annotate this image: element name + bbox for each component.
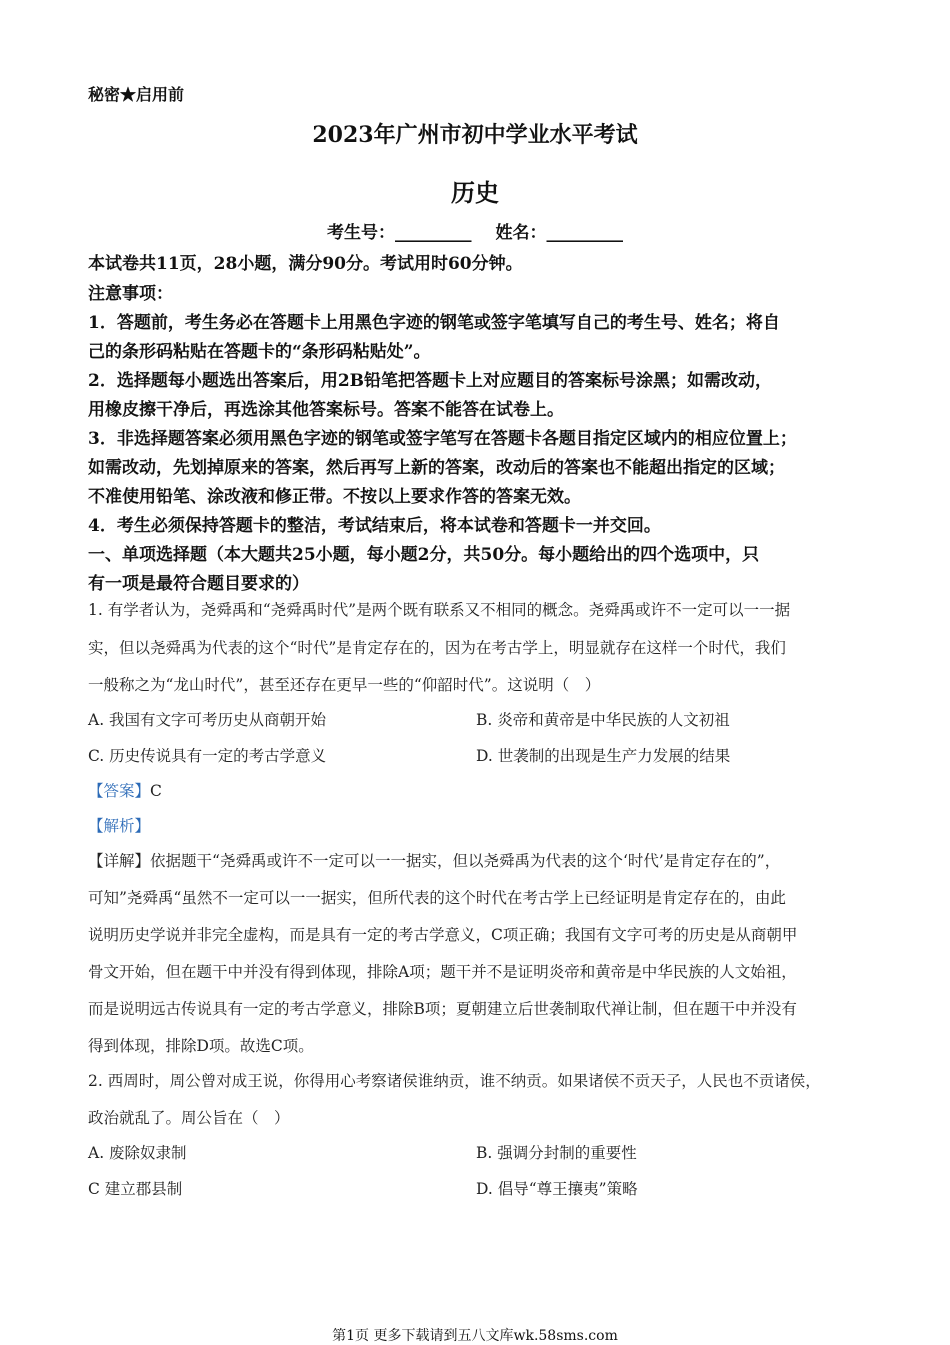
exam-summary: 本试卷共11页，28小题，满分90分。考试用时60分钟。 — [88, 254, 523, 274]
q1-detail-line: 骨文开始，但在题干中并没有得到体现，排除A项；题干并不是证明炎帝和黄帝是中华民族的人文始祖， — [88, 963, 797, 981]
question-1-line: 1. 有学者认为，尧舜禹和“尧舜禹时代”是两个既有联系又不相同的概念。尧舜禹或许不一定可以一一据 — [88, 601, 791, 619]
question-1-line: 一般称之为“龙山时代”，甚至还存在更早一些的“仰韶时代”。这说明（ ） — [88, 676, 601, 694]
q2-option-d: D. 倡导“尊王攘夷”策略 — [476, 1180, 638, 1198]
q1-detail-line: 可知”尧舜禹“虽然不一定可以一一据实，但所代表的这个时代在考古学上已经证明是肯定存在的，由此 — [88, 889, 786, 907]
analysis-tag: 【解析】 — [88, 817, 151, 835]
notice-line: 3．非选择题答案必须用黑色字迹的钢笔或签字笔写在答题卡各题目指定区域内的相应位置上； — [88, 429, 797, 449]
secret-label: 秘密★启用前 — [88, 85, 185, 104]
q1-detail-line: 得到体现，排除D项。故选C项。 — [88, 1037, 314, 1055]
notice-heading: 注意事项： — [88, 284, 173, 304]
q1-option-c: C. 历史传说具有一定的考古学意义 — [88, 747, 327, 765]
q1-answer — [88, 779, 162, 801]
q2-option-c: C 建立郡县制 — [88, 1180, 183, 1198]
exam-title: 2023年广州市初中学业水平考试 — [312, 122, 638, 148]
q1-detail-line: 说明历史学说并非完全虚构，而是具有一定的考古学意义，C项正确；我国有文字可考的历史是从商朝甲 — [88, 926, 798, 944]
q1-option-b: B. 炎帝和黄帝是中华民族的人文初祖 — [476, 711, 730, 729]
answer-tag: 【答案】 — [88, 782, 151, 800]
q2-option-b: B. 强调分封制的重要性 — [476, 1144, 637, 1162]
notice-line: 4．考生必须保持答题卡的整洁，考试结束后，将本试卷和答题卡一并交回。 — [88, 516, 661, 536]
candidate-info — [0, 218, 950, 243]
candidate-number-field: 考生号：_________ — [327, 223, 472, 243]
q1-option-d: D. 世袭制的出现是生产力发展的结果 — [476, 747, 731, 765]
detail-tag: 【详解】 — [88, 852, 151, 870]
detail-text: 依据题干“尧舜禹或许不一定可以一一据实，但以尧舜禹为代表的这个‘时代’是肯定存在的”， — [150, 852, 781, 870]
page-footer: 第1页 更多下载请到五八文库wk.58sms.com — [332, 1328, 618, 1344]
candidate-name-field: 姓名：_________ — [495, 223, 623, 243]
answer-value: C — [150, 782, 162, 800]
section-heading: 一、单项选择题（本大题共25小题，每小题2分，共50分。每小题给出的四个选项中，只 — [88, 545, 760, 565]
notice-line: 如需改动，先划掉原来的答案，然后再写上新的答案，改动后的答案也不能超出指定的区域； — [88, 458, 785, 478]
subject-title: 历史 — [451, 178, 499, 207]
q1-detail-line — [88, 849, 780, 871]
notice-line: 1．答题前，考生务必在答题卡上用黑色字迹的钢笔或签字笔填写自己的考生号、姓名；将自 — [88, 313, 780, 333]
q1-analysis — [88, 814, 150, 836]
question-2-line: 政治就乱了。周公旨在（ ） — [88, 1109, 290, 1127]
notice-line: 己的条形码粘贴在答题卡的“条形码粘贴处”。 — [88, 342, 431, 362]
notice-line: 不准使用铅笔、涂改液和修正带。不按以上要求作答的答案无效。 — [88, 487, 581, 507]
section-heading-cont: 有一项是最符合题目要求的） — [88, 574, 309, 594]
question-2-line: 2. 西周时，周公曾对成王说，你得用心考察诸侯谁纳贡，谁不纳贡。如果诸侯不贡天子，人民也不贡诸侯， — [88, 1072, 821, 1090]
q1-detail-line: 而是说明远古传说具有一定的考古学意义，排除B项；夏朝建立后世袭制取代禅让制，但在题干中并没有 — [88, 1000, 797, 1018]
notice-line: 2．选择题每小题选出答案后，用2B铅笔把答题卡上对应题目的答案标号涂黑；如需改动， — [88, 371, 773, 391]
q1-option-a: A. 我国有文字可考历史从商朝开始 — [88, 711, 327, 729]
q2-option-a: A. 废除奴隶制 — [88, 1144, 187, 1162]
notice-line: 用橡皮擦干净后，再选涂其他答案标号。答案不能答在试卷上。 — [88, 400, 564, 420]
question-1-line: 实，但以尧舜禹为代表的这个“时代”是肯定存在的，因为在考古学上，明显就存在这样一个时代，我们 — [88, 639, 786, 657]
